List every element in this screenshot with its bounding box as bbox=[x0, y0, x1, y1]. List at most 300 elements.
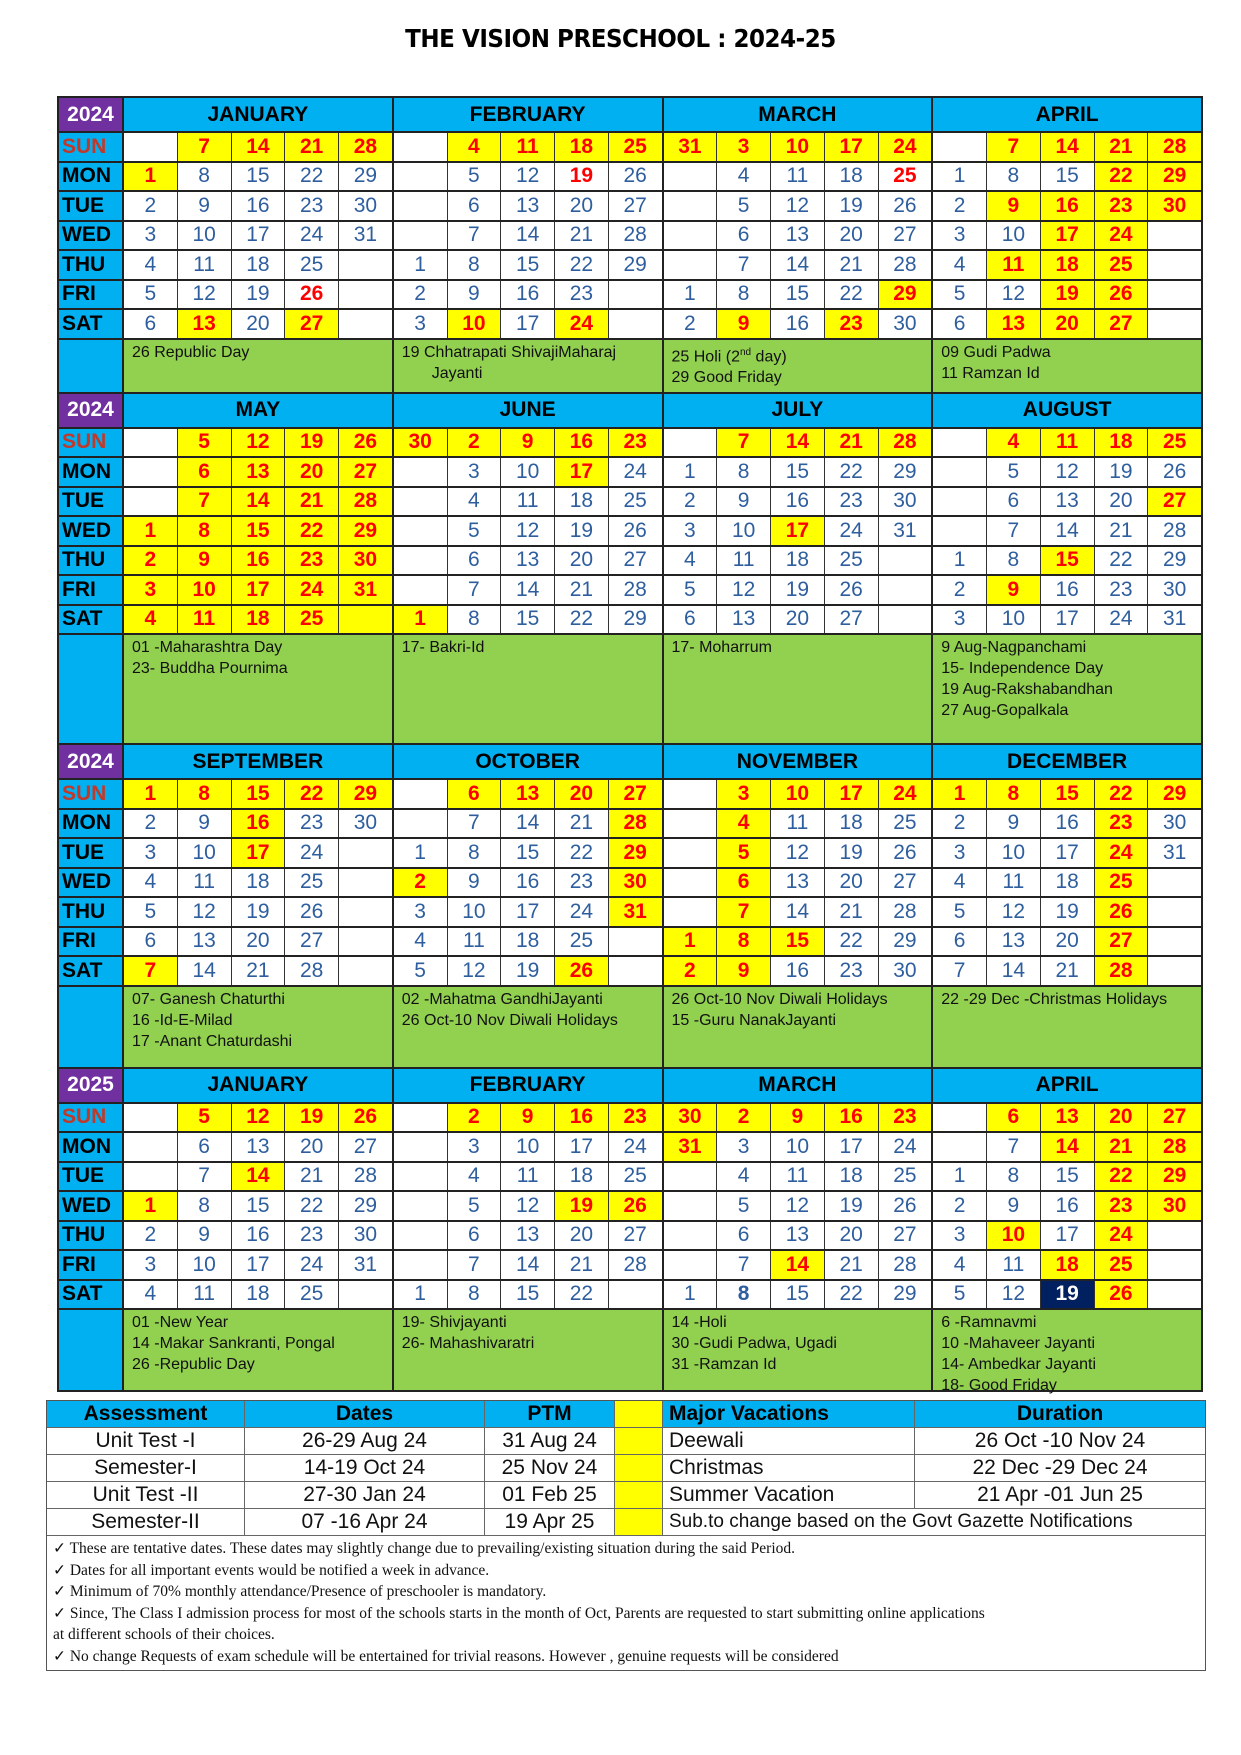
holiday-date-cell: 2 bbox=[664, 957, 718, 985]
date-cell: 6 bbox=[124, 310, 178, 338]
empty-cell bbox=[664, 222, 718, 250]
date-cell: 20 bbox=[285, 1133, 339, 1161]
holiday-note: 01 -Maharashtra Day bbox=[132, 639, 283, 656]
holiday-note: Jayanti bbox=[431, 364, 483, 382]
date-cell: 5 bbox=[448, 517, 502, 545]
week-day-row bbox=[59, 458, 1201, 488]
date-cell: 12 bbox=[771, 1192, 825, 1220]
date-cell: 16 bbox=[1041, 1192, 1095, 1220]
holiday-note: 19 Aug-Rakshabandhan bbox=[941, 681, 1113, 698]
assessment-cell: 27-30 Jan 24 bbox=[245, 1482, 485, 1509]
empty-cell bbox=[1148, 251, 1201, 279]
holiday-note: 17- Moharrum bbox=[671, 639, 772, 656]
date-cell: 6 bbox=[933, 310, 987, 338]
date-cell: 17 bbox=[501, 310, 555, 338]
day-label: SAT bbox=[59, 1281, 124, 1309]
month-days bbox=[394, 310, 664, 338]
month-days bbox=[664, 839, 934, 867]
holiday-date-cell: 29 bbox=[1148, 1163, 1201, 1191]
month-days bbox=[124, 1281, 394, 1309]
holiday-date-cell: 20 bbox=[555, 780, 609, 808]
date-cell: 17 bbox=[555, 1133, 609, 1161]
month-days bbox=[124, 281, 394, 309]
month-days bbox=[664, 251, 934, 279]
date-cell: 1 bbox=[664, 281, 718, 309]
empty-cell bbox=[1148, 1251, 1201, 1279]
month-days bbox=[394, 133, 664, 161]
empty-cell bbox=[339, 869, 392, 897]
week-day-row bbox=[59, 488, 1201, 518]
holiday-note: 17 -Anant Chaturdashi bbox=[132, 1032, 293, 1050]
date-cell: 8 bbox=[178, 1192, 232, 1220]
date-cell: 8 bbox=[448, 839, 502, 867]
month-name: MARCH bbox=[664, 1069, 934, 1102]
holiday-note: 30 -Gudi Padwa, Ugadi bbox=[671, 1335, 837, 1352]
month-days bbox=[124, 517, 394, 545]
week-day-row bbox=[59, 898, 1201, 928]
date-cell: 14 bbox=[1041, 517, 1095, 545]
date-cell: 4 bbox=[933, 1251, 987, 1279]
date-cell: 30 bbox=[879, 310, 932, 338]
date-cell: 15 bbox=[501, 251, 555, 279]
holiday-date-cell: 24 bbox=[879, 133, 932, 161]
empty-cell bbox=[1148, 310, 1201, 338]
date-cell: 6 bbox=[987, 488, 1041, 516]
date-cell: 27 bbox=[879, 1222, 932, 1250]
holiday-note: 25 Holi (2nd day) bbox=[671, 346, 787, 365]
date-cell: 10 bbox=[987, 839, 1041, 867]
holiday-date-cell: 6 bbox=[178, 458, 232, 486]
empty-cell bbox=[394, 517, 448, 545]
empty-cell bbox=[394, 810, 448, 838]
notes-label-cell bbox=[59, 987, 124, 1067]
month-days bbox=[933, 1251, 1201, 1279]
empty-cell bbox=[394, 1222, 448, 1250]
holiday-date-cell: 19 bbox=[285, 1104, 339, 1132]
date-cell: 4 bbox=[448, 488, 502, 516]
holiday-date-cell: 22 bbox=[285, 517, 339, 545]
holiday-date-cell: 22 bbox=[1095, 1163, 1149, 1191]
assessment-cell: 01 Feb 25 bbox=[485, 1482, 615, 1509]
holiday-date-cell: 15 bbox=[1041, 780, 1095, 808]
page-title: THE VISION PRESCHOOL : 2024-25 bbox=[405, 24, 836, 53]
month-name: JULY bbox=[664, 394, 934, 427]
month-days bbox=[394, 1251, 664, 1279]
month-days bbox=[394, 251, 664, 279]
empty-cell bbox=[394, 1133, 448, 1161]
date-cell: 10 bbox=[178, 1251, 232, 1279]
day-label: THU bbox=[59, 251, 124, 279]
empty-cell bbox=[1148, 1281, 1201, 1309]
date-cell: 10 bbox=[501, 458, 555, 486]
date-cell: 5 bbox=[124, 281, 178, 309]
week-day-row bbox=[59, 192, 1201, 222]
date-cell: 13 bbox=[771, 869, 825, 897]
month-days bbox=[124, 488, 394, 516]
holiday-date-cell: 11 bbox=[178, 606, 232, 634]
holiday-date-cell: 10 bbox=[448, 310, 502, 338]
holiday-date-cell: 20 bbox=[1095, 1104, 1149, 1132]
empty-cell bbox=[124, 1133, 178, 1161]
holiday-date-cell: 4 bbox=[717, 810, 771, 838]
holiday-date-cell: 17 bbox=[825, 133, 879, 161]
date-cell: 9 bbox=[717, 488, 771, 516]
month-name: JUNE bbox=[394, 394, 664, 427]
empty-cell bbox=[1148, 898, 1201, 926]
holiday-date-cell: 28 bbox=[339, 488, 392, 516]
holiday-note: 31 -Ramzan Id bbox=[671, 1356, 777, 1373]
vacation-name: Summer Vacation bbox=[663, 1482, 915, 1509]
date-cell: 3 bbox=[448, 1133, 502, 1161]
vacation-name: Deewali bbox=[663, 1428, 915, 1455]
empty-cell bbox=[394, 576, 448, 604]
date-cell: 2 bbox=[933, 810, 987, 838]
date-cell: 7 bbox=[933, 957, 987, 985]
date-cell: 12 bbox=[448, 957, 502, 985]
empty-cell bbox=[664, 1251, 718, 1279]
day-label: FRI bbox=[59, 281, 124, 309]
date-cell: 24 bbox=[285, 839, 339, 867]
week-day-row bbox=[59, 133, 1201, 163]
holiday-date-cell: 23 bbox=[285, 547, 339, 575]
empty-cell bbox=[394, 547, 448, 575]
month-days bbox=[394, 1192, 664, 1220]
holiday-date-cell: 27 bbox=[285, 310, 339, 338]
month-days bbox=[394, 517, 664, 545]
date-cell: 2 bbox=[124, 810, 178, 838]
date-cell: 3 bbox=[394, 310, 448, 338]
holiday-date-cell: 30 bbox=[1148, 192, 1201, 220]
holiday-notes bbox=[124, 635, 394, 743]
holiday-date-cell: 16 bbox=[232, 547, 286, 575]
holiday-notes bbox=[664, 340, 934, 392]
month-days bbox=[664, 957, 934, 985]
date-cell: 22 bbox=[285, 163, 339, 191]
date-cell: 11 bbox=[501, 488, 555, 516]
assessment-header: Assessment bbox=[47, 1401, 245, 1428]
date-cell: 6 bbox=[448, 192, 502, 220]
date-cell: 8 bbox=[717, 458, 771, 486]
date-cell: 9 bbox=[178, 1222, 232, 1250]
holiday-date-cell: 28 bbox=[609, 810, 662, 838]
empty-cell bbox=[609, 1281, 662, 1309]
date-cell: 2 bbox=[394, 281, 448, 309]
holiday-date-cell: 19 bbox=[1041, 281, 1095, 309]
week-day-row bbox=[59, 1251, 1201, 1281]
date-cell: 7 bbox=[448, 1251, 502, 1279]
holiday-date-cell: 1 bbox=[933, 780, 987, 808]
date-cell: 25 bbox=[609, 1163, 662, 1191]
holiday-date-cell: 10 bbox=[771, 133, 825, 161]
holiday-date-cell: 14 bbox=[232, 1163, 286, 1191]
date-cell: 8 bbox=[987, 1163, 1041, 1191]
holiday-date-cell: 16 bbox=[232, 810, 286, 838]
date-cell: 11 bbox=[501, 1163, 555, 1191]
holiday-date-cell: 14 bbox=[1041, 133, 1095, 161]
month-days bbox=[394, 606, 664, 634]
date-cell: 27 bbox=[825, 606, 879, 634]
holiday-date-cell: 1 bbox=[664, 928, 718, 956]
empty-cell bbox=[879, 547, 932, 575]
month-days bbox=[394, 1163, 664, 1191]
date-cell: 13 bbox=[501, 192, 555, 220]
holiday-date-cell: 30 bbox=[339, 547, 392, 575]
empty-cell bbox=[664, 192, 718, 220]
assessment-cell: 26-29 Aug 24 bbox=[245, 1428, 485, 1455]
date-cell: 19 bbox=[232, 898, 286, 926]
date-cell: 22 bbox=[825, 928, 879, 956]
holiday-date-cell: 2 bbox=[124, 547, 178, 575]
holiday-date-cell: 29 bbox=[339, 780, 392, 808]
holiday-date-cell: 15 bbox=[1041, 547, 1095, 575]
holiday-date-cell: 27 bbox=[339, 458, 392, 486]
holiday-date-cell: 17 bbox=[232, 839, 286, 867]
date-cell: 24 bbox=[609, 1133, 662, 1161]
vacation-header: Major Vacations bbox=[663, 1401, 915, 1428]
empty-cell bbox=[664, 1222, 718, 1250]
empty-cell bbox=[339, 1281, 392, 1309]
fine-print-line: at different schools of their choices. bbox=[53, 1626, 275, 1643]
date-cell: 20 bbox=[555, 1222, 609, 1250]
month-days bbox=[933, 780, 1201, 808]
month-name: FEBRUARY bbox=[394, 98, 664, 131]
holiday-date-cell: 31 bbox=[664, 1133, 718, 1161]
holiday-date-cell: 2 bbox=[448, 429, 502, 457]
date-cell: 21 bbox=[825, 1251, 879, 1279]
month-days bbox=[933, 1222, 1201, 1250]
holiday-date-cell: 10 bbox=[771, 780, 825, 808]
month-days bbox=[933, 222, 1201, 250]
date-cell: 20 bbox=[825, 1222, 879, 1250]
month-days bbox=[394, 488, 664, 516]
holiday-date-cell: 1 bbox=[394, 606, 448, 634]
day-label: MON bbox=[59, 810, 124, 838]
assessment-cell: Semester-II bbox=[47, 1509, 245, 1536]
calendar-block bbox=[59, 394, 1201, 746]
date-cell: 31 bbox=[339, 1251, 392, 1279]
date-cell: 26 bbox=[609, 517, 662, 545]
holiday-date-cell: 26 bbox=[1095, 281, 1149, 309]
date-cell: 13 bbox=[771, 1222, 825, 1250]
month-days bbox=[933, 606, 1201, 634]
holiday-date-cell: 17 bbox=[555, 458, 609, 486]
day-label: TUE bbox=[59, 1163, 124, 1191]
month-days bbox=[394, 547, 664, 575]
holiday-date-cell: 24 bbox=[555, 310, 609, 338]
date-cell: 21 bbox=[825, 898, 879, 926]
month-days bbox=[664, 163, 934, 191]
date-cell: 16 bbox=[232, 1222, 286, 1250]
date-cell: 4 bbox=[933, 869, 987, 897]
holiday-note: 19 Chhatrapati ShivajiMaharaj bbox=[401, 343, 617, 361]
holiday-date-cell: 24 bbox=[285, 576, 339, 604]
assessment-cell: Unit Test -II bbox=[47, 1482, 245, 1509]
date-cell: 21 bbox=[555, 576, 609, 604]
empty-cell bbox=[664, 780, 718, 808]
holiday-date-cell: 21 bbox=[825, 429, 879, 457]
date-cell: 4 bbox=[933, 251, 987, 279]
empty-cell bbox=[394, 1104, 448, 1132]
week-day-row bbox=[59, 839, 1201, 869]
date-cell: 19 bbox=[1095, 458, 1149, 486]
holiday-date-cell: 8 bbox=[178, 780, 232, 808]
date-cell: 18 bbox=[555, 488, 609, 516]
week-day-row bbox=[59, 1222, 1201, 1252]
month-name: MAY bbox=[124, 394, 394, 427]
date-cell: 6 bbox=[933, 928, 987, 956]
holiday-date-cell: 3 bbox=[717, 780, 771, 808]
assessment-cell: Semester-I bbox=[47, 1455, 245, 1482]
holiday-date-cell: 24 bbox=[1095, 222, 1149, 250]
holiday-date-cell: 28 bbox=[879, 429, 932, 457]
date-cell: 31 bbox=[1148, 606, 1201, 634]
date-cell: 12 bbox=[771, 839, 825, 867]
date-cell: 17 bbox=[501, 898, 555, 926]
date-cell: 19 bbox=[1041, 898, 1095, 926]
holiday-date-cell: 9 bbox=[717, 957, 771, 985]
yellow-separator bbox=[615, 1401, 663, 1428]
holiday-notes bbox=[394, 987, 664, 1067]
month-days bbox=[933, 810, 1201, 838]
holiday-date-cell: 8 bbox=[987, 780, 1041, 808]
date-cell: 27 bbox=[879, 869, 932, 897]
date-cell: 29 bbox=[609, 606, 662, 634]
date-cell: 4 bbox=[394, 928, 448, 956]
date-cell: 18 bbox=[232, 251, 286, 279]
date-cell: 7 bbox=[178, 1163, 232, 1191]
holiday-date-cell: 9 bbox=[987, 576, 1041, 604]
holiday-date-cell: 25 bbox=[1148, 429, 1201, 457]
date-cell: 18 bbox=[232, 1281, 286, 1309]
month-days bbox=[124, 251, 394, 279]
month-days bbox=[124, 192, 394, 220]
date-cell: 13 bbox=[232, 1133, 286, 1161]
holiday-notes-row bbox=[59, 635, 1201, 745]
date-cell: 14 bbox=[501, 222, 555, 250]
date-cell: 8 bbox=[448, 1281, 502, 1309]
month-days bbox=[933, 488, 1201, 516]
date-cell: 23 bbox=[555, 281, 609, 309]
empty-cell bbox=[339, 310, 392, 338]
fine-print-line: ✓ These are tentative dates. These dates may slightly change due to prevailing/existing situation during the said Period. bbox=[53, 1540, 796, 1557]
holiday-note: 02 -Mahatma GandhiJayanti bbox=[401, 990, 603, 1008]
empty-cell bbox=[394, 163, 448, 191]
holiday-note: 01 -New Year bbox=[132, 1314, 229, 1331]
block-header bbox=[59, 1069, 1201, 1104]
date-cell: 5 bbox=[448, 163, 502, 191]
holiday-note: 10 -Mahaveer Jayanti bbox=[941, 1335, 1096, 1352]
month-days bbox=[124, 1104, 394, 1132]
week-day-row bbox=[59, 576, 1201, 606]
date-cell: 19 bbox=[232, 281, 286, 309]
date-cell: 29 bbox=[879, 928, 932, 956]
month-days bbox=[124, 928, 394, 956]
date-cell: 1 bbox=[394, 839, 448, 867]
date-cell: 16 bbox=[1041, 576, 1095, 604]
holiday-date-cell: 21 bbox=[1095, 1133, 1149, 1161]
date-cell: 5 bbox=[394, 957, 448, 985]
date-cell: 10 bbox=[987, 606, 1041, 634]
day-label: THU bbox=[59, 547, 124, 575]
empty-cell bbox=[394, 1163, 448, 1191]
holiday-note: 26- Mahashivaratri bbox=[401, 1335, 535, 1352]
date-cell: 28 bbox=[609, 1251, 662, 1279]
date-cell: 30 bbox=[1148, 576, 1201, 604]
empty-cell bbox=[664, 163, 718, 191]
date-cell: 27 bbox=[339, 1133, 392, 1161]
holiday-notes bbox=[394, 635, 664, 743]
empty-cell bbox=[339, 957, 392, 985]
date-cell: 5 bbox=[717, 1192, 771, 1220]
date-cell: 11 bbox=[771, 1163, 825, 1191]
date-cell: 29 bbox=[609, 251, 662, 279]
date-cell: 3 bbox=[124, 1251, 178, 1279]
holiday-note: 15- Independence Day bbox=[941, 660, 1104, 677]
holiday-date-cell: 24 bbox=[1095, 839, 1149, 867]
holiday-date-cell: 9 bbox=[178, 547, 232, 575]
date-cell: 29 bbox=[339, 1192, 392, 1220]
date-cell: 19 bbox=[771, 576, 825, 604]
holiday-date-cell: 21 bbox=[285, 488, 339, 516]
holiday-date-cell: 9 bbox=[717, 310, 771, 338]
date-cell: 12 bbox=[501, 163, 555, 191]
date-cell: 2 bbox=[933, 192, 987, 220]
holiday-date-cell: 5 bbox=[717, 839, 771, 867]
date-cell: 22 bbox=[555, 606, 609, 634]
date-cell: 8 bbox=[987, 163, 1041, 191]
date-cell: 9 bbox=[987, 810, 1041, 838]
vacation-duration: 26 Oct -10 Nov 24 bbox=[915, 1428, 1205, 1455]
date-cell: 25 bbox=[285, 251, 339, 279]
date-cell: 26 bbox=[609, 163, 662, 191]
holiday-date-cell: 23 bbox=[879, 1104, 932, 1132]
date-cell: 5 bbox=[664, 576, 718, 604]
date-cell: 1 bbox=[933, 163, 987, 191]
holiday-date-cell: 23 bbox=[825, 310, 879, 338]
month-days bbox=[124, 1133, 394, 1161]
day-label: THU bbox=[59, 1222, 124, 1250]
date-cell: 20 bbox=[771, 606, 825, 634]
holiday-note: 17- Bakri-Id bbox=[401, 639, 485, 656]
date-cell: 24 bbox=[285, 222, 339, 250]
empty-cell bbox=[664, 251, 718, 279]
holiday-notes bbox=[664, 987, 934, 1067]
month-days bbox=[664, 1163, 934, 1191]
month-days bbox=[933, 1192, 1201, 1220]
month-days bbox=[664, 310, 934, 338]
date-cell: 18 bbox=[232, 869, 286, 897]
vacation-duration: 22 Dec -29 Dec 24 bbox=[915, 1455, 1205, 1482]
empty-cell bbox=[664, 429, 718, 457]
holiday-date-cell: 31 bbox=[664, 133, 718, 161]
holiday-date-cell: 28 bbox=[1148, 133, 1201, 161]
holiday-date-cell: 5 bbox=[178, 429, 232, 457]
assessment-cell: 07 -16 Apr 24 bbox=[245, 1509, 485, 1536]
month-days bbox=[933, 192, 1201, 220]
holiday-note: 14- Ambedkar Jayanti bbox=[941, 1356, 1096, 1373]
date-cell: 28 bbox=[1148, 517, 1201, 545]
month-days bbox=[664, 222, 934, 250]
holiday-date-cell: 6 bbox=[448, 780, 502, 808]
day-label: WED bbox=[59, 517, 124, 545]
notes-label-cell bbox=[59, 1310, 124, 1390]
date-cell: 5 bbox=[933, 898, 987, 926]
calendar-block bbox=[59, 98, 1201, 394]
month-days bbox=[124, 869, 394, 897]
holiday-date-cell: 31 bbox=[609, 898, 662, 926]
date-cell: 22 bbox=[825, 458, 879, 486]
empty-cell bbox=[933, 488, 987, 516]
